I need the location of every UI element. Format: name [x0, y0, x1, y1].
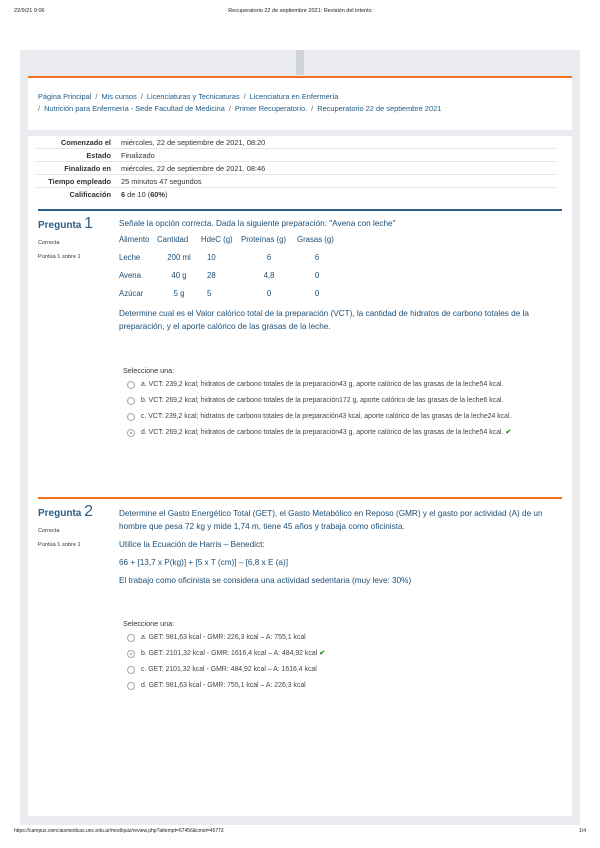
radio-button[interactable] — [127, 634, 135, 642]
option-text: a. GET: 981,63 kcal - GMR: 226,3 kcal – A: 755,1 kcal — [141, 634, 306, 641]
breadcrumb-quiz[interactable]: Recuperatorio 22 de septiembre 2021 — [317, 104, 442, 113]
breadcrumb-separator: / — [243, 92, 246, 101]
print-footer — [14, 828, 586, 838]
formula-title: Utilice la Ecuación de Harris – Benedict: — [119, 540, 265, 549]
breadcrumb-separator: / — [228, 104, 231, 113]
radio-button[interactable] — [127, 413, 135, 421]
question-text — [119, 217, 552, 333]
grade-score: 6 — [121, 190, 126, 199]
option-text: b. VCT: 269,2 kcal; hidratos de carbono totales de la preparación172 g, aporte calórico de las grasas de la leche6 kcal. — [141, 397, 504, 404]
breadcrumb-section[interactable]: Primer Recuperatorio. — [234, 104, 308, 113]
summary-label: Tiempo empleado — [48, 177, 111, 186]
print-header — [14, 8, 586, 20]
summary-value: miércoles, 22 de septiembre de 2021, 08:46 — [121, 164, 266, 173]
print-url: https://campus.cienciasmedicas.unc.edu.ar/mod/quiz/review.php?attempt=67456&cmid=45773 — [14, 828, 224, 834]
question-title — [38, 215, 116, 233]
grade-value — [117, 188, 556, 201]
breadcrumb-category[interactable]: Licenciaturas y Tecnicaturas — [146, 92, 240, 101]
table-cell: 28 — [207, 271, 216, 280]
question-1 — [38, 209, 562, 494]
answer-prompt: Seleccione una: — [123, 619, 175, 628]
summary-value: miércoles, 22 de septiembre de 2021, 08:20 — [121, 138, 266, 147]
question-info — [38, 215, 116, 260]
summary-label: Comenzado el — [60, 138, 111, 147]
top-tab-notch — [296, 50, 304, 75]
formula: 66 + [13,7 x P(kg)] + [5 x T (cm)] – [6,8 x E (a)] — [119, 558, 288, 567]
table-cell: Azúcar — [119, 289, 144, 298]
activity-note: El trabajo como oficinista se considera una actividad sedentaria (muy leve: 30%) — [119, 576, 412, 585]
breadcrumb-separator: / — [38, 104, 41, 113]
answer-option-c[interactable] — [119, 411, 552, 423]
answer-option-a[interactable] — [119, 632, 552, 644]
summary-label: Finalizado en — [64, 164, 111, 173]
question-info — [38, 503, 116, 548]
table-cell: Avena — [119, 271, 141, 280]
question-intro: Señale la opción correcta. Dada la siguiente preparación: "Avena con leche" — [119, 219, 396, 228]
option-text: c. GET: 2101,32 kcal - GMR: 484,92 kcal – A: 1616,4 kcal — [141, 666, 317, 673]
radio-button[interactable] — [127, 666, 135, 674]
summary-value: 25 minutos 47 segundos — [121, 177, 202, 186]
correct-check-icon: ✔ — [319, 650, 325, 657]
summary-label: Estado — [86, 151, 111, 160]
question-title — [38, 503, 116, 521]
grade-out-of: de 10 ( — [125, 190, 151, 199]
table-cell: Leche — [119, 253, 141, 262]
radio-button[interactable] — [127, 682, 135, 690]
option-text: d. GET: 981,63 kcal - GMR: 755,1 kcal – A: 226,3 kcal — [141, 682, 306, 689]
summary-label: Calificación — [69, 190, 111, 199]
radio-button-selected[interactable] — [127, 429, 135, 437]
food-table — [119, 233, 552, 301]
print-page-title: Recuperatorio 22 de septiembre 2021: Revisión del intento — [228, 8, 372, 14]
table-cell: 0 — [314, 271, 320, 280]
table-cell: 0 — [266, 289, 272, 298]
summary-row — [36, 162, 556, 175]
table-cell: 6 — [314, 253, 320, 262]
breadcrumb-subcategory[interactable]: Licenciatura en Enfermería — [249, 92, 339, 101]
answer-block — [119, 366, 552, 439]
table-header-cell: Proteínas (g) — [241, 235, 287, 244]
breadcrumb-separator: / — [311, 104, 314, 113]
table-cell: 200 ml — [167, 253, 191, 262]
table-cell: 10 — [207, 253, 216, 262]
table-cell: 6 — [266, 253, 272, 262]
option-text: d. VCT: 269,2 kcal; hidratos de carbono totales de la preparación43 g, aporte calórico de las grasas de la leche54 kcal. — [141, 429, 504, 436]
grade-percent: 60% — [150, 190, 165, 199]
table-header-cell: Cantidad — [157, 235, 189, 244]
answer-option-b[interactable] — [119, 395, 552, 407]
answer-option-b[interactable] — [119, 648, 552, 660]
table-header-cell: HdeC (g) — [201, 235, 233, 244]
answer-prompt: Seleccione una: — [123, 366, 175, 375]
breadcrumb-my-courses[interactable]: Mis cursos — [101, 92, 137, 101]
breadcrumb — [28, 76, 572, 130]
question-number: 1 — [84, 215, 94, 232]
option-text: a. VCT: 239,2 kcal; hidratos de carbono totales de la preparación43 g, aporte calórico de las grasas de la leche54 kcal. — [141, 381, 504, 388]
summary-row — [36, 188, 556, 201]
print-page-number: 1/4 — [579, 828, 586, 834]
table-cell: 4,8 — [263, 271, 275, 280]
summary-row — [36, 149, 556, 162]
option-text: b. GET: 2101,32 kcal - GMR: 1616,4 kcal – A: 484,92 kcal — [141, 650, 318, 657]
radio-button-selected[interactable] — [127, 650, 135, 658]
radio-button[interactable] — [127, 397, 135, 405]
question-grade: Puntúa 1 sobre 1 — [38, 254, 81, 260]
summary-row — [36, 136, 556, 149]
answer-block — [119, 619, 552, 692]
table-cell: 5 — [207, 289, 212, 298]
summary-row — [36, 175, 556, 188]
correct-check-icon: ✔ — [505, 429, 512, 436]
question-state: Correcta — [38, 528, 60, 534]
question-2 — [38, 497, 562, 707]
question-label: Pregunta — [38, 220, 82, 231]
breadcrumb-course[interactable]: Nutrición para Enfermería - Sede Facultad de Medicina — [44, 104, 225, 113]
table-header-cell: Grasas (g) — [297, 235, 334, 244]
question-text — [119, 507, 552, 587]
question-grade: Puntúa 1 sobre 1 — [38, 542, 81, 548]
table-cell: 5 g — [173, 289, 185, 298]
breadcrumb-home[interactable]: Página Principal — [38, 92, 92, 101]
question-label: Pregunta — [38, 508, 82, 519]
answer-option-c[interactable] — [119, 664, 552, 676]
option-text: c. VCT: 239,2 kcal; hidratos de carbono totales de la preparación43 kcal, aporte calórico de las grasas de la leche24 kcal. — [141, 413, 512, 420]
answer-option-a[interactable] — [119, 379, 552, 391]
grade-close: ) — [164, 190, 168, 199]
table-header-cell: Alimento — [119, 235, 150, 244]
attempt-summary-table — [36, 136, 556, 201]
question-number: 2 — [84, 503, 94, 520]
question-state: Correcta — [38, 240, 60, 246]
radio-button[interactable] — [127, 381, 135, 389]
attempt-review-card — [28, 136, 572, 816]
summary-value: Finalizado — [121, 151, 155, 160]
breadcrumb-separator: / — [95, 92, 98, 101]
table-cell: 40 g — [171, 271, 187, 280]
table-cell: 0 — [314, 289, 320, 298]
print-datetime: 22/9/21 9:06 — [14, 8, 45, 14]
breadcrumb-separator: / — [140, 92, 143, 101]
answer-option-d[interactable] — [119, 427, 552, 439]
answer-option-d[interactable] — [119, 680, 552, 692]
question-statement: Determine cual es el Valor calórico total de la preparación (VCT), la cantidad de hidratos de carbono totales de la preparación, y el aporte calórico de las grasas de la leche. — [119, 309, 529, 331]
question-intro: Determine el Gasto Energético Total (GET), el Gasto Metabólico en Reposo (GMR) y el gasto por actividad (A) de un hombre que pesa 72 kg y mide 1,74 m, tiene 45 años y trabaja como oficinista. — [119, 509, 543, 531]
